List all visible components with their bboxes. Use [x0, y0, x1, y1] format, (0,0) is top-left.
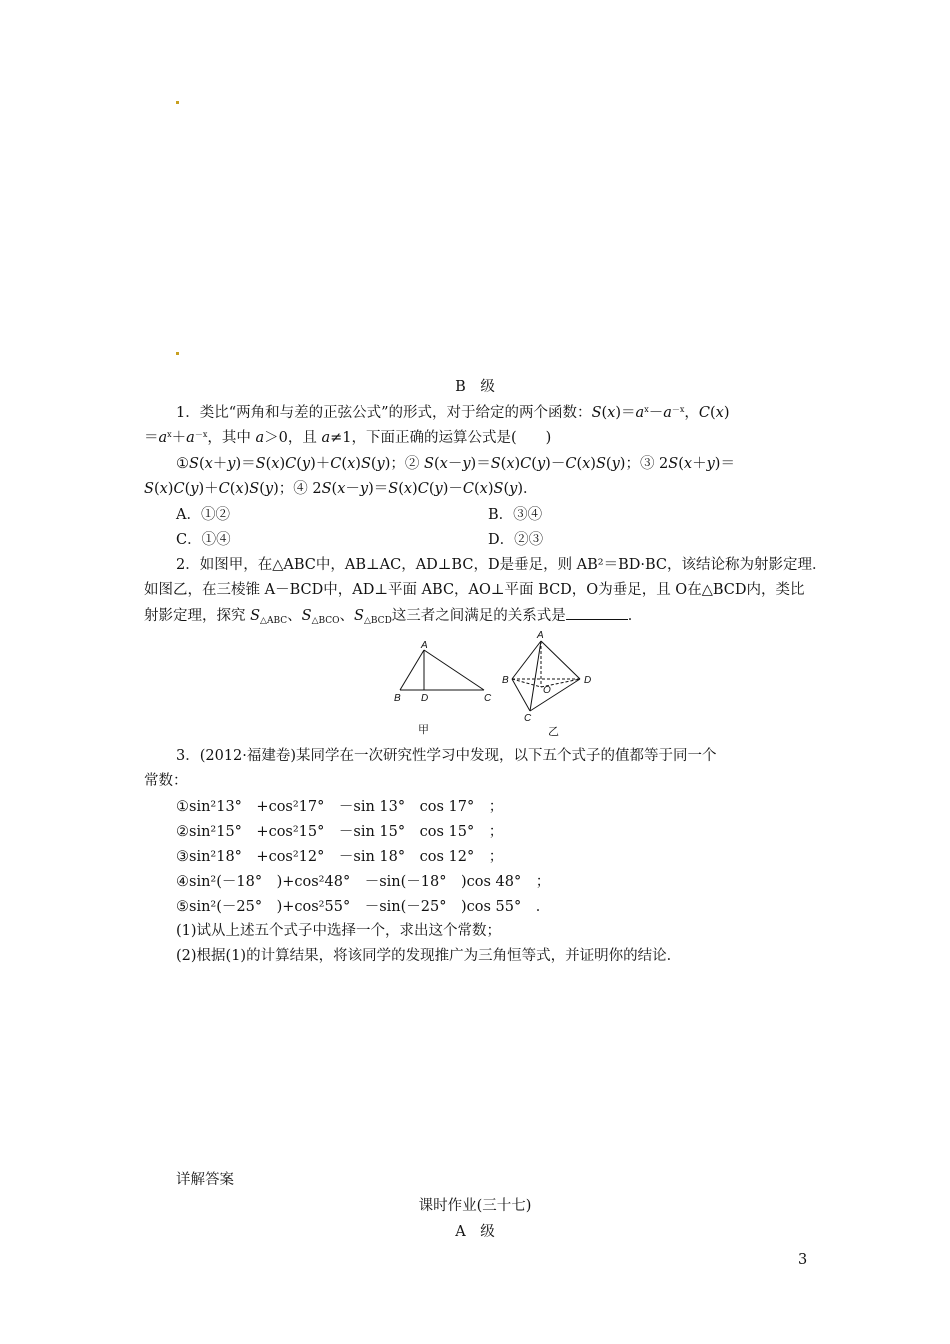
page-number: 3 [798, 1252, 808, 1268]
label-a: A [421, 640, 428, 651]
figure-yi [496, 627, 606, 739]
q1-option-c: C．①④ [176, 532, 231, 548]
q1-line2: $=a^x+a^{-x}$，其中 a＞0，且 a≠1，下面正确的运算公式是( ) [144, 430, 552, 446]
q1-formula-line1: ①S(x＋y)＝S(x)C(y)＋C(x)S(y)；② S(x－y)＝S(x)C(y)－C(x)S(y)；③ 2S(x＋y)＝ [176, 456, 735, 472]
section-a-heading: A 级 [455, 1224, 495, 1240]
q3-line2: 常数： [144, 773, 188, 789]
q3-expression-2: ②sin²15° +cos²15° －sin 15° cos 15° ； [176, 824, 504, 840]
homework-title: 课时作业(三十七) [418, 1198, 532, 1214]
q1-line2-eq: ＝ [144, 430, 159, 446]
q2-line2: 如图乙，在三棱锥 A－BCD中，AD⊥平面 ABC，AO⊥平面 BCD，O为垂足，且 O在△BCD内，类比 [144, 582, 805, 598]
q1-line2-text2: ＞0，且 [264, 430, 322, 446]
q1-option-b: B．③④ [488, 507, 543, 523]
q1-line1: 1．类比“两角和与差的正弦公式”的形式，对于给定的两个函数：$S(x)=a^x-a^{-x}$，C(x) [176, 405, 730, 421]
label-b: B [502, 675, 509, 686]
answers-heading: 详解答案 [176, 1172, 234, 1188]
caption-jia: 甲 [418, 723, 429, 736]
q3-expression-3: ③sin²18° +cos²12° －sin 18° cos 12° ； [176, 849, 504, 865]
q1-line2-text3: ≠1，下面正确的运算公式是( ) [330, 430, 552, 446]
q3-line1: 3．(2012·福建卷)某同学在一次研究性学习中发现，以下五个式子的值都等于同一个 [176, 748, 717, 764]
decor-dot-top [176, 101, 179, 104]
answer-blank [566, 607, 628, 620]
q1-option-d: D．②③ [488, 532, 544, 548]
label-a: A [537, 630, 544, 641]
decor-dot-mid [176, 352, 179, 355]
q2-line3-end: ． [627, 608, 643, 624]
label-d: D [421, 693, 429, 704]
q3-expression-5: ⑤sin²(－25° )+cos²55° －sin(－25° )cos 55° ． [176, 899, 551, 915]
caption-yi: 乙 [548, 725, 559, 738]
q3-part-2: (2)根据(1)的计算结果，将该同学的发现推广为三角恒等式，并证明你的结论． [176, 948, 682, 964]
figure-jia [386, 637, 500, 737]
q2-line1: 2．如图甲，在△ABC中，AB⊥AC，AD⊥BC，D是垂足，则 AB²＝BD·BC，该结论称为射影定理． [176, 557, 827, 573]
label-c: C [524, 713, 532, 724]
q3-part-1: (1)试从上述五个式子中选择一个，求出这个常数； [176, 923, 502, 939]
section-b-heading: B 级 [455, 379, 495, 395]
q3-expression-1: ①sin²13° +cos²17° －sin 13° cos 17° ； [176, 799, 504, 815]
q1-option-a: A．①② [176, 507, 230, 523]
label-d: D [584, 675, 592, 686]
label-o: O [543, 685, 551, 696]
q1-line1-text: 1．类比“两角和与差的正弦公式”的形式，对于给定的两个函数： [176, 405, 592, 421]
q2-line3-text: 射影定理，探究 [144, 608, 251, 624]
q1-line2-text1: ，其中 [207, 430, 256, 446]
q2-line3: 射影定理，探究 $S_{\triangle ABC}$、$S_{\triangle BCO}$、$S_{\triangle BCD}$这三者之间满足的关系式是 ． [144, 608, 643, 626]
q3-expression-4: ④sin²(－18° )+cos²48° －sin(－18° )cos 48° ； [176, 874, 551, 890]
q2-line3-text2: 这三者之间满足的关系式是 [391, 608, 566, 624]
q1-formula-line2: S(x)C(y)＋C(x)S(y)；④ 2S(x－y)＝S(x)C(y)－C(x)S(y)． [144, 481, 538, 497]
label-b: B [394, 693, 401, 704]
label-c: C [484, 693, 492, 704]
